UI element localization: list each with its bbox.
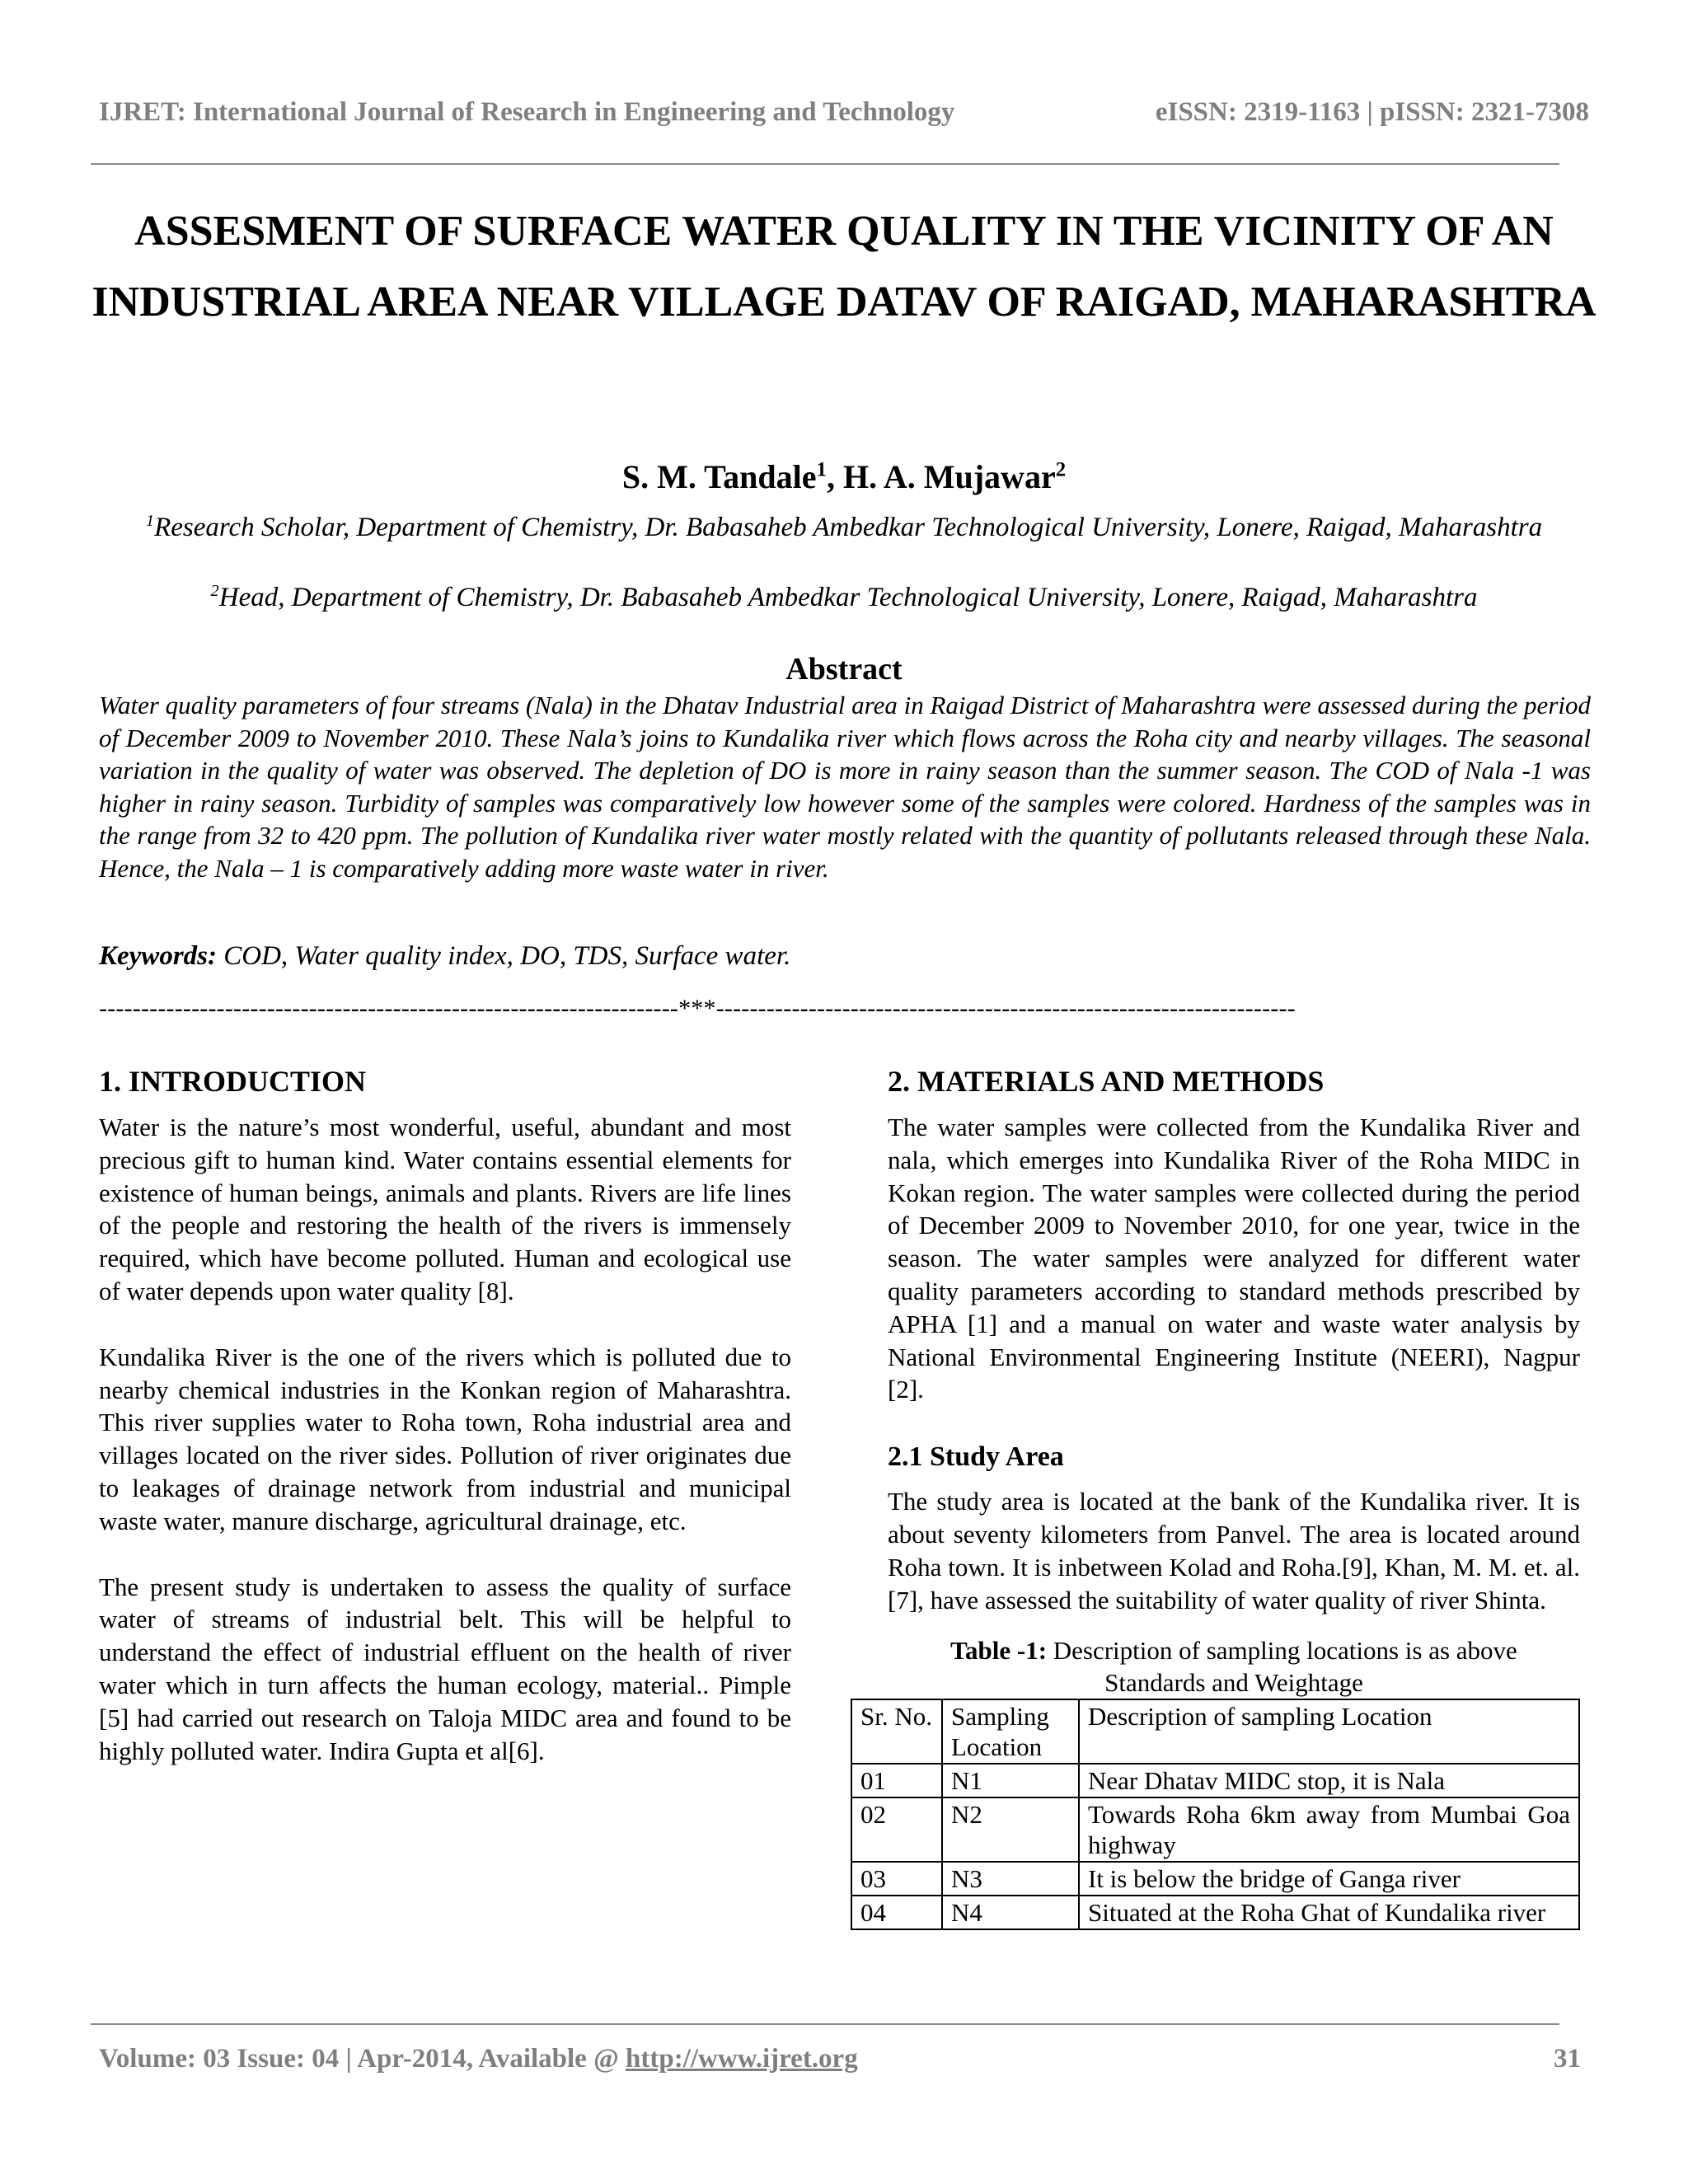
abstract-text: Water quality parameters of four streams (Nala) in the Dhatav Industrial area in Raigad District of Maharashtra were assessed during the period of December 2009 to November 2010. These Nala’s joins to Kundalika river which flows across the Roha city and nearby villages. The seasonal variation in the quality of water was observed. The depletion of DO is more in rainy season than the summer season. The COD of Nala -1 was higher in rainy season. Turbidity of samples was comparatively low however some of the samples were colored. Hardness of the samples was in the range from 32 to 420 ppm. The pollution of Kundalika river water mostly related with the quantity of pollutants released through these Nala. Hence, the Nala – 1 is comparatively adding more waste water in river.: [99, 691, 1591, 883]
affiliation-1-marker: 1: [145, 512, 155, 530]
table-row: [851, 1764, 1579, 1797]
author-1-affil-marker: 1: [816, 458, 827, 481]
journal-website-link[interactable]: http://www.ijret.org: [626, 2044, 858, 2074]
study-area-heading: 2.1 Study Area: [888, 1441, 1064, 1473]
keywords-label: Keywords:: [99, 941, 217, 971]
table-row: [851, 1896, 1579, 1929]
affiliation-2-text: Head, Department of Chemistry, Dr. Babasaheb Ambedkar Technological University, Lonere, Raigad, Maharashtra: [218, 583, 1478, 612]
running-header: [99, 97, 1589, 138]
author-2: H. A. Mujawar: [842, 458, 1056, 495]
cell-location: N4: [942, 1896, 1079, 1929]
issn-info: eISSN: 2319-1163 | pISSN: 2321-7308: [1155, 97, 1589, 127]
affiliation-1: [91, 511, 1597, 545]
keywords: [99, 941, 1591, 972]
cell-description: Near Dhatav MIDC stop, it is Nala: [1079, 1764, 1579, 1797]
keywords-text: COD, Water quality index, DO, TDS, Surface water.: [217, 941, 791, 971]
footer-volume: [99, 2044, 858, 2074]
cell-location: N2: [942, 1797, 1079, 1862]
cell-location: N3: [942, 1862, 1079, 1896]
cell-sr-no: 01: [851, 1764, 942, 1797]
cell-location: N1: [942, 1764, 1079, 1797]
methods-heading: 2. MATERIALS AND METHODS: [888, 1065, 1325, 1098]
author-2-affil-marker: 2: [1055, 458, 1067, 481]
table-row: [851, 1797, 1579, 1862]
cell-sr-no: 03: [851, 1862, 942, 1896]
section-separator: ---------------------------------------------------------------------***---------------------------------------------------------------------: [99, 995, 1296, 1022]
table-caption-label: Table -1:: [950, 1636, 1048, 1666]
left-column: [99, 1063, 791, 1800]
cell-sr-no: 04: [851, 1896, 942, 1929]
footer-rule: [91, 2023, 1559, 2025]
header-sr-no: Sr. No.: [851, 1699, 942, 1764]
table-caption: [888, 1634, 1580, 1666]
page-number: 31: [1554, 2044, 1581, 2074]
right-column: [860, 1063, 1580, 1930]
table-row: [851, 1862, 1579, 1896]
cell-description: It is below the bridge of Ganga river: [1079, 1862, 1579, 1896]
journal-name: IJRET: International Journal of Research in Engineering and Technology: [99, 97, 955, 127]
author-1: S. M. Tandale: [621, 458, 817, 495]
sampling-locations-table: [851, 1699, 1580, 1930]
paper-title: ASSESMENT OF SURFACE WATER QUALITY IN THE VICINITY OF AN INDUSTRIAL AREA NEAR VILLAGE DATAV OF RAIGAD, MAHARASHTRA: [91, 208, 1597, 326]
table-caption-line-2: Standards and Weightage: [1104, 1668, 1363, 1698]
affiliation-1-text: Research Scholar, Department of Chemistry, Dr. Babasaheb Ambedkar Technological University, Lonere, Raigad, Maharashtra: [154, 513, 1543, 542]
header-rule: [91, 163, 1559, 165]
intro-paragraph-3: The present study is undertaken to assess the quality of surface water of streams of industrial belt. This will be helpful to understand the effect of industrial effluent on the health of river water which in turn affects the human ecology, material.. Pimple [5] had carried out research on Taloja MIDC area and found to be highly polluted water. Indira Gupta et al[6].: [99, 1572, 791, 1765]
affiliation-2: [91, 581, 1597, 615]
cell-sr-no: 02: [851, 1797, 942, 1862]
affiliation-2-marker: 2: [210, 582, 219, 600]
abstract-heading: Abstract: [785, 652, 903, 687]
intro-paragraph-2: Kundalika River is the one of the rivers which is polluted due to nearby chemical industries in the Konkan region of Maharashtra. This river supplies water to Roha town, Roha industrial area and villages located on the river sides. Pollution of river originates due to leakages of drainage network from industrial and municipal waste water, manure discharge, agricultural drainage, etc.: [99, 1342, 791, 1535]
footer-volume-text: Volume: 03 Issue: 04 | Apr-2014, Available @: [99, 2044, 626, 2074]
table-header-row: [851, 1699, 1579, 1764]
author-separator: ,: [826, 458, 843, 495]
intro-paragraph-1: Water is the nature’s most wonderful, useful, abundant and most precious gift to human kind. Water contains essential elements for existence of human beings, animals and plants. Rivers are life lines of the people and restoring the health of the rivers is immensely required, which have become polluted. Human and ecological use of water depends upon water quality [8].: [99, 1113, 791, 1305]
header-sampling-location: Sampling Location: [942, 1699, 1079, 1764]
cell-description: Towards Roha 6km away from Mumbai Goa highway: [1079, 1797, 1579, 1862]
author-line: [0, 457, 1688, 496]
cell-description: Situated at the Roha Ghat of Kundalika river: [1079, 1896, 1579, 1929]
header-description: Description of sampling Location: [1079, 1699, 1579, 1764]
introduction-heading: 1. INTRODUCTION: [99, 1065, 367, 1098]
table-caption-text: Description of sampling locations is as above: [1047, 1636, 1517, 1666]
methods-paragraph: The water samples were collected from the Kundalika River and nala, which emerges into Kundalika River of the Roha MIDC in Kokan region. The water samples were collected during the period of December 2009 to November 2010, for one year, twice in the season. The water samples were analyzed for different water quality parameters according to standard methods prescribed by APHA [1] and a manual on water and waste water analysis by National Environmental Engineering Institute (NEERI), Nagpur [2].: [888, 1113, 1580, 1404]
study-area-paragraph: The study area is located at the bank of the Kundalika river. It is about seventy kilometers from Panvel. The area is located around Roha town. It is inbetween Kolad and Roha.[9], Khan, M. M. et. al. [7], have assessed the suitability of water quality of river Shinta.: [888, 1487, 1580, 1615]
